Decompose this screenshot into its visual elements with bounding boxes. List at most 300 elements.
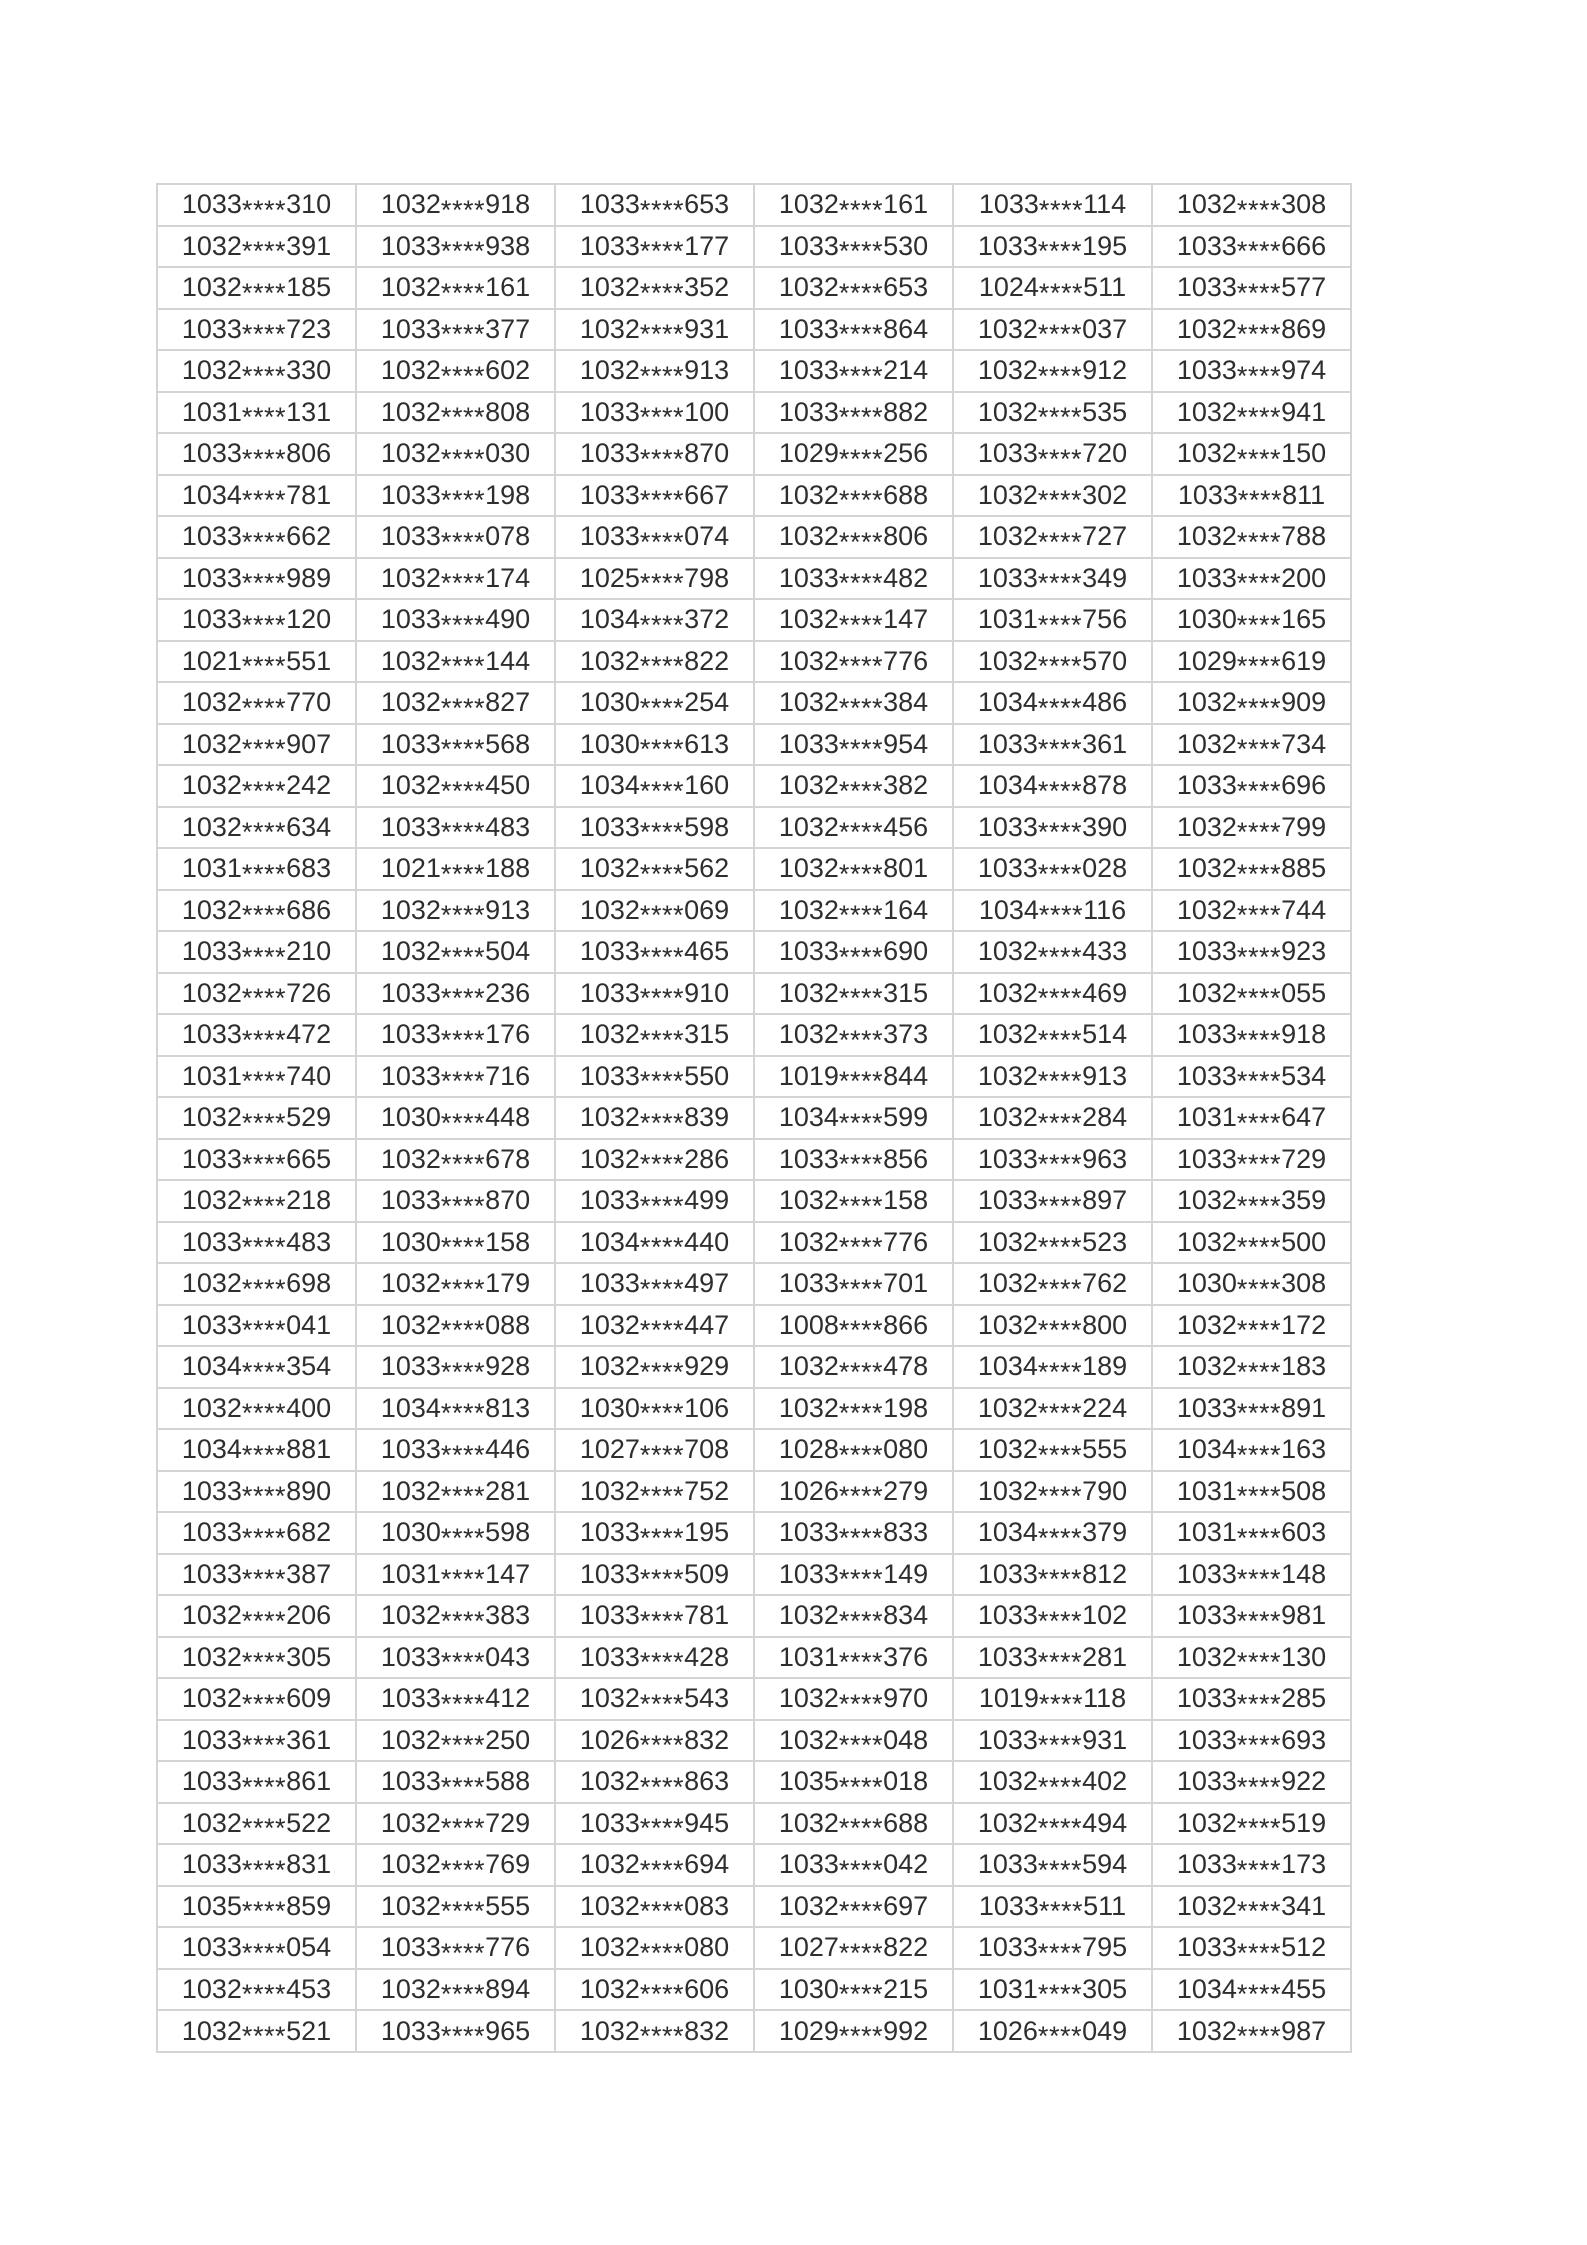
table-cell: 1032****037 <box>953 309 1152 351</box>
table-cell: 1033****043 <box>356 1637 555 1679</box>
table-cell: 1032****918 <box>356 184 555 226</box>
table-cell: 1032****634 <box>157 807 356 849</box>
table-row <box>157 2010 1351 2052</box>
table-cell: 1032****562 <box>555 848 754 890</box>
table-cell: 1032****130 <box>1152 1637 1351 1679</box>
table-cell: 1033****931 <box>953 1720 1152 1762</box>
table-cell: 1032****391 <box>157 226 356 268</box>
table-cell: 1033****377 <box>356 309 555 351</box>
table-row <box>157 931 1351 973</box>
table-cell: 1033****534 <box>1152 1056 1351 1098</box>
table-cell: 1034****379 <box>953 1512 1152 1554</box>
table-cell: 1033****195 <box>953 226 1152 268</box>
table-row <box>157 973 1351 1015</box>
table-cell: 1031****740 <box>157 1056 356 1098</box>
table-cell: 1027****822 <box>754 1927 953 1969</box>
table-cell: 1033****897 <box>953 1180 1152 1222</box>
table-cell: 1032****433 <box>953 931 1152 973</box>
table-cell: 1032****302 <box>953 475 1152 517</box>
table-cell: 1032****776 <box>754 1222 953 1264</box>
table-cell: 1030****165 <box>1152 599 1351 641</box>
table-cell: 1032****694 <box>555 1844 754 1886</box>
table-row <box>157 350 1351 392</box>
table-cell: 1033****945 <box>555 1803 754 1845</box>
table-cell: 1021****188 <box>356 848 555 890</box>
table-cell: 1033****281 <box>953 1637 1152 1679</box>
table-cell: 1032****330 <box>157 350 356 392</box>
table-cell: 1008****866 <box>754 1305 953 1347</box>
table-cell: 1029****619 <box>1152 641 1351 683</box>
table-cell: 1033****483 <box>356 807 555 849</box>
table-cell: 1033****120 <box>157 599 356 641</box>
table-cell: 1033****490 <box>356 599 555 641</box>
table-cell: 1032****284 <box>953 1097 1152 1139</box>
table-cell: 1033****690 <box>754 931 953 973</box>
table-row <box>157 1761 1351 1803</box>
table-cell: 1033****665 <box>157 1139 356 1181</box>
table-cell: 1031****131 <box>157 392 356 434</box>
table-cell: 1033****923 <box>1152 931 1351 973</box>
table-cell: 1034****372 <box>555 599 754 641</box>
table-cell: 1032****744 <box>1152 890 1351 932</box>
table-cell: 1033****588 <box>356 1761 555 1803</box>
table-cell: 1033****594 <box>953 1844 1152 1886</box>
table-cell: 1032****912 <box>953 350 1152 392</box>
table-cell: 1032****174 <box>356 558 555 600</box>
table-cell: 1033****861 <box>157 1761 356 1803</box>
table-cell: 1032****453 <box>157 1969 356 2011</box>
table-cell: 1032****535 <box>953 392 1152 434</box>
table-cell: 1034****354 <box>157 1346 356 1388</box>
table-cell: 1032****281 <box>356 1471 555 1513</box>
table-cell: 1033****864 <box>754 309 953 351</box>
table-cell: 1034****486 <box>953 682 1152 724</box>
table-cell: 1032****726 <box>157 973 356 1015</box>
table-cell: 1032****688 <box>754 475 953 517</box>
table-cell: 1033****361 <box>953 724 1152 766</box>
table-cell: 1031****647 <box>1152 1097 1351 1139</box>
table-cell: 1032****832 <box>555 2010 754 2052</box>
table-cell: 1033****483 <box>157 1222 356 1264</box>
table-cell: 1033****795 <box>953 1927 1152 1969</box>
table-cell: 1033****195 <box>555 1512 754 1554</box>
table-row <box>157 1097 1351 1139</box>
table-row <box>157 599 1351 641</box>
table-cell: 1032****164 <box>754 890 953 932</box>
table-cell: 1032****521 <box>157 2010 356 2052</box>
table-cell: 1029****992 <box>754 2010 953 2052</box>
table-row <box>157 848 1351 890</box>
table-cell: 1033****910 <box>555 973 754 1015</box>
table-row <box>157 1388 1351 1430</box>
table-row <box>157 1180 1351 1222</box>
table-cell: 1033****989 <box>157 558 356 600</box>
table-cell: 1033****078 <box>356 516 555 558</box>
table-cell: 1032****069 <box>555 890 754 932</box>
table-cell: 1032****885 <box>1152 848 1351 890</box>
table-cell: 1032****315 <box>555 1014 754 1056</box>
table-cell: 1032****514 <box>953 1014 1152 1056</box>
table-cell: 1032****088 <box>356 1305 555 1347</box>
table-row <box>157 1886 1351 1928</box>
table-row <box>157 641 1351 683</box>
table-cell: 1033****214 <box>754 350 953 392</box>
table-row <box>157 558 1351 600</box>
table-cell: 1026****832 <box>555 1720 754 1762</box>
table-cell: 1032****543 <box>555 1678 754 1720</box>
table-cell: 1033****497 <box>555 1263 754 1305</box>
table-cell: 1032****913 <box>555 350 754 392</box>
table-cell: 1033****662 <box>157 516 356 558</box>
table-cell: 1032****402 <box>953 1761 1152 1803</box>
table-cell: 1033****465 <box>555 931 754 973</box>
table-cell: 1033****928 <box>356 1346 555 1388</box>
table-cell: 1035****859 <box>157 1886 356 1928</box>
table-cell: 1032****555 <box>953 1429 1152 1471</box>
table-cell: 1032****341 <box>1152 1886 1351 1928</box>
table-cell: 1033****577 <box>1152 267 1351 309</box>
table-cell: 1032****606 <box>555 1969 754 2011</box>
table-cell: 1033****550 <box>555 1056 754 1098</box>
table-row <box>157 226 1351 268</box>
table-row <box>157 433 1351 475</box>
table-cell: 1032****734 <box>1152 724 1351 766</box>
table-cell: 1033****701 <box>754 1263 953 1305</box>
table-cell: 1032****869 <box>1152 309 1351 351</box>
table-cell: 1032****801 <box>754 848 953 890</box>
table-cell: 1032****913 <box>356 890 555 932</box>
table-cell: 1033****890 <box>157 1471 356 1513</box>
table-cell: 1033****210 <box>157 931 356 973</box>
table-cell: 1028****080 <box>754 1429 953 1471</box>
table-cell: 1032****609 <box>157 1678 356 1720</box>
table-cell: 1032****183 <box>1152 1346 1351 1388</box>
table-cell: 1032****913 <box>953 1056 1152 1098</box>
table-cell: 1033****041 <box>157 1305 356 1347</box>
table-cell: 1033****696 <box>1152 765 1351 807</box>
table-row <box>157 1429 1351 1471</box>
table-cell: 1032****224 <box>953 1388 1152 1430</box>
table-cell: 1032****150 <box>1152 433 1351 475</box>
table-cell: 1032****800 <box>953 1305 1152 1347</box>
table-cell: 1033****114 <box>953 184 1152 226</box>
table-row <box>157 890 1351 932</box>
table-cell: 1032****931 <box>555 309 754 351</box>
table-row <box>157 765 1351 807</box>
table-cell: 1032****384 <box>754 682 953 724</box>
table-cell: 1033****981 <box>1152 1595 1351 1637</box>
table-row <box>157 1637 1351 1679</box>
table-cell: 1032****529 <box>157 1097 356 1139</box>
table-row <box>157 1595 1351 1637</box>
table-row <box>157 392 1351 434</box>
table-cell: 1034****878 <box>953 765 1152 807</box>
table-cell: 1033****102 <box>953 1595 1152 1637</box>
table-cell: 1032****909 <box>1152 682 1351 724</box>
table-cell: 1032****286 <box>555 1139 754 1181</box>
table-row <box>157 1305 1351 1347</box>
table-cell: 1032****305 <box>157 1637 356 1679</box>
table-cell: 1019****844 <box>754 1056 953 1098</box>
table-cell: 1032****839 <box>555 1097 754 1139</box>
table-row <box>157 1554 1351 1596</box>
table-cell: 1032****519 <box>1152 1803 1351 1845</box>
table-cell: 1034****163 <box>1152 1429 1351 1471</box>
table-cell: 1033****349 <box>953 558 1152 600</box>
masked-numbers-table <box>156 183 1352 2053</box>
table-cell: 1034****189 <box>953 1346 1152 1388</box>
table-cell: 1034****160 <box>555 765 754 807</box>
table-cell: 1033****870 <box>555 433 754 475</box>
table-cell: 1030****106 <box>555 1388 754 1430</box>
table-row <box>157 1512 1351 1554</box>
table-cell: 1032****834 <box>754 1595 953 1637</box>
table-row <box>157 1056 1351 1098</box>
table-cell: 1033****074 <box>555 516 754 558</box>
table-cell: 1032****382 <box>754 765 953 807</box>
table-cell: 1032****083 <box>555 1886 754 1928</box>
table-cell: 1032****144 <box>356 641 555 683</box>
table-cell: 1031****508 <box>1152 1471 1351 1513</box>
table-cell: 1033****882 <box>754 392 953 434</box>
table-cell: 1032****907 <box>157 724 356 766</box>
table-cell: 1033****285 <box>1152 1678 1351 1720</box>
table-cell: 1032****147 <box>754 599 953 641</box>
table-cell: 1027****708 <box>555 1429 754 1471</box>
table-cell: 1033****100 <box>555 392 754 434</box>
table-cell: 1031****376 <box>754 1637 953 1679</box>
table-cell: 1033****856 <box>754 1139 953 1181</box>
table-row <box>157 1222 1351 1264</box>
table-cell: 1032****373 <box>754 1014 953 1056</box>
table-row <box>157 1969 1351 2011</box>
table-cell: 1034****813 <box>356 1388 555 1430</box>
table-cell: 1033****054 <box>157 1927 356 1969</box>
table-cell: 1032****383 <box>356 1595 555 1637</box>
table-cell: 1032****179 <box>356 1263 555 1305</box>
table-cell: 1033****666 <box>1152 226 1351 268</box>
table-cell: 1034****440 <box>555 1222 754 1264</box>
table-cell: 1030****308 <box>1152 1263 1351 1305</box>
table-cell: 1032****770 <box>157 682 356 724</box>
table-cell: 1032****308 <box>1152 184 1351 226</box>
table-cell: 1032****697 <box>754 1886 953 1928</box>
table-cell: 1034****455 <box>1152 1969 1351 2011</box>
table-cell: 1032****929 <box>555 1346 754 1388</box>
table-cell: 1033****236 <box>356 973 555 1015</box>
table-cell: 1033****723 <box>157 309 356 351</box>
table-cell: 1033****042 <box>754 1844 953 1886</box>
table-cell: 1032****970 <box>754 1678 953 1720</box>
table-cell: 1033****974 <box>1152 350 1351 392</box>
table-cell: 1032****776 <box>754 641 953 683</box>
table-cell: 1030****598 <box>356 1512 555 1554</box>
table-cell: 1033****310 <box>157 184 356 226</box>
table-cell: 1033****361 <box>157 1720 356 1762</box>
table-cell: 1032****941 <box>1152 392 1351 434</box>
table-row <box>157 309 1351 351</box>
table-cell: 1033****918 <box>1152 1014 1351 1056</box>
table-cell: 1032****799 <box>1152 807 1351 849</box>
table-cell: 1033****512 <box>1152 1927 1351 1969</box>
table-cell: 1033****954 <box>754 724 953 766</box>
table-cell: 1032****790 <box>953 1471 1152 1513</box>
table-cell: 1033****716 <box>356 1056 555 1098</box>
table-row <box>157 516 1351 558</box>
table-cell: 1033****833 <box>754 1512 953 1554</box>
table-cell: 1033****811 <box>1152 475 1351 517</box>
table-cell: 1032****688 <box>754 1803 953 1845</box>
table-row <box>157 724 1351 766</box>
table-cell: 1030****613 <box>555 724 754 766</box>
table-cell: 1035****018 <box>754 1761 953 1803</box>
table-cell: 1032****727 <box>953 516 1152 558</box>
table-cell: 1033****200 <box>1152 558 1351 600</box>
table-cell: 1033****806 <box>157 433 356 475</box>
table-cell: 1025****798 <box>555 558 754 600</box>
table-cell: 1031****147 <box>356 1554 555 1596</box>
table-cell: 1034****599 <box>754 1097 953 1139</box>
table-cell: 1033****568 <box>356 724 555 766</box>
table-cell: 1032****469 <box>953 973 1152 1015</box>
table-cell: 1032****478 <box>754 1346 953 1388</box>
table-cell: 1033****598 <box>555 807 754 849</box>
table-cell: 1032****523 <box>953 1222 1152 1264</box>
table-cell: 1033****938 <box>356 226 555 268</box>
table-cell: 1032****447 <box>555 1305 754 1347</box>
table-cell: 1032****315 <box>754 973 953 1015</box>
table-cell: 1032****729 <box>356 1803 555 1845</box>
table-cell: 1032****827 <box>356 682 555 724</box>
table-row <box>157 1346 1351 1388</box>
table-cell: 1033****028 <box>953 848 1152 890</box>
table-cell: 1033****412 <box>356 1678 555 1720</box>
table-cell: 1032****494 <box>953 1803 1152 1845</box>
table-cell: 1032****808 <box>356 392 555 434</box>
table-cell: 1033****965 <box>356 2010 555 2052</box>
table-cell: 1032****352 <box>555 267 754 309</box>
table-cell: 1034****781 <box>157 475 356 517</box>
table-cell: 1033****446 <box>356 1429 555 1471</box>
table-cell: 1031****683 <box>157 848 356 890</box>
table-cell: 1032****161 <box>356 267 555 309</box>
table-cell: 1033****530 <box>754 226 953 268</box>
table-cell: 1032****158 <box>754 1180 953 1222</box>
table-cell: 1029****256 <box>754 433 953 475</box>
table-cell: 1033****891 <box>1152 1388 1351 1430</box>
table-cell: 1032****894 <box>356 1969 555 2011</box>
table-cell: 1033****472 <box>157 1014 356 1056</box>
table-cell: 1032****048 <box>754 1720 953 1762</box>
masked-numbers-table-body <box>157 184 1351 2052</box>
table-cell: 1032****686 <box>157 890 356 932</box>
table-cell: 1033****509 <box>555 1554 754 1596</box>
table-cell: 1032****185 <box>157 267 356 309</box>
table-cell: 1030****448 <box>356 1097 555 1139</box>
table-cell: 1032****987 <box>1152 2010 1351 2052</box>
table-cell: 1026****279 <box>754 1471 953 1513</box>
table-row <box>157 1678 1351 1720</box>
table-cell: 1031****756 <box>953 599 1152 641</box>
table-cell: 1032****500 <box>1152 1222 1351 1264</box>
table-cell: 1032****218 <box>157 1180 356 1222</box>
table-row <box>157 1471 1351 1513</box>
table-cell: 1032****698 <box>157 1263 356 1305</box>
table-cell: 1033****387 <box>157 1554 356 1596</box>
table-cell: 1033****173 <box>1152 1844 1351 1886</box>
table-cell: 1033****720 <box>953 433 1152 475</box>
table-cell: 1032****806 <box>754 516 953 558</box>
table-cell: 1033****176 <box>356 1014 555 1056</box>
table-cell: 1033****499 <box>555 1180 754 1222</box>
table-cell: 1033****511 <box>953 1886 1152 1928</box>
table-row <box>157 475 1351 517</box>
table-row <box>157 1720 1351 1762</box>
table-cell: 1033****390 <box>953 807 1152 849</box>
table-cell: 1032****161 <box>754 184 953 226</box>
table-cell: 1032****570 <box>953 641 1152 683</box>
table-cell: 1033****667 <box>555 475 754 517</box>
table-cell: 1032****359 <box>1152 1180 1351 1222</box>
table-cell: 1032****198 <box>754 1388 953 1430</box>
table-cell: 1033****149 <box>754 1554 953 1596</box>
table-cell: 1032****762 <box>953 1263 1152 1305</box>
table-cell: 1032****450 <box>356 765 555 807</box>
table-cell: 1033****198 <box>356 475 555 517</box>
table-cell: 1032****030 <box>356 433 555 475</box>
table-cell: 1026****049 <box>953 2010 1152 2052</box>
table-cell: 1032****653 <box>754 267 953 309</box>
table-cell: 1032****504 <box>356 931 555 973</box>
table-cell: 1032****602 <box>356 350 555 392</box>
table-row <box>157 1014 1351 1056</box>
table-cell: 1032****678 <box>356 1139 555 1181</box>
table-cell: 1033****776 <box>356 1927 555 1969</box>
table-row <box>157 267 1351 309</box>
table-row <box>157 184 1351 226</box>
table-cell: 1033****428 <box>555 1637 754 1679</box>
table-cell: 1033****148 <box>1152 1554 1351 1596</box>
table-cell: 1024****511 <box>953 267 1152 309</box>
table-cell: 1034****881 <box>157 1429 356 1471</box>
table-cell: 1032****172 <box>1152 1305 1351 1347</box>
table-cell: 1021****551 <box>157 641 356 683</box>
table-cell: 1033****682 <box>157 1512 356 1554</box>
table-cell: 1033****482 <box>754 558 953 600</box>
table-cell: 1030****215 <box>754 1969 953 2011</box>
table-cell: 1033****781 <box>555 1595 754 1637</box>
table-cell: 1032****206 <box>157 1595 356 1637</box>
table-cell: 1032****769 <box>356 1844 555 1886</box>
table-cell: 1032****788 <box>1152 516 1351 558</box>
table-cell: 1033****963 <box>953 1139 1152 1181</box>
table-cell: 1033****693 <box>1152 1720 1351 1762</box>
table-cell: 1032****242 <box>157 765 356 807</box>
table-cell: 1032****456 <box>754 807 953 849</box>
table-cell: 1030****254 <box>555 682 754 724</box>
table-cell: 1032****752 <box>555 1471 754 1513</box>
table-cell: 1032****822 <box>555 641 754 683</box>
table-cell: 1030****158 <box>356 1222 555 1264</box>
table-cell: 1032****555 <box>356 1886 555 1928</box>
table-row <box>157 1139 1351 1181</box>
table-cell: 1033****922 <box>1152 1761 1351 1803</box>
table-row <box>157 1844 1351 1886</box>
table-cell: 1032****522 <box>157 1803 356 1845</box>
table-cell: 1031****603 <box>1152 1512 1351 1554</box>
table-row <box>157 1803 1351 1845</box>
table-cell: 1032****250 <box>356 1720 555 1762</box>
